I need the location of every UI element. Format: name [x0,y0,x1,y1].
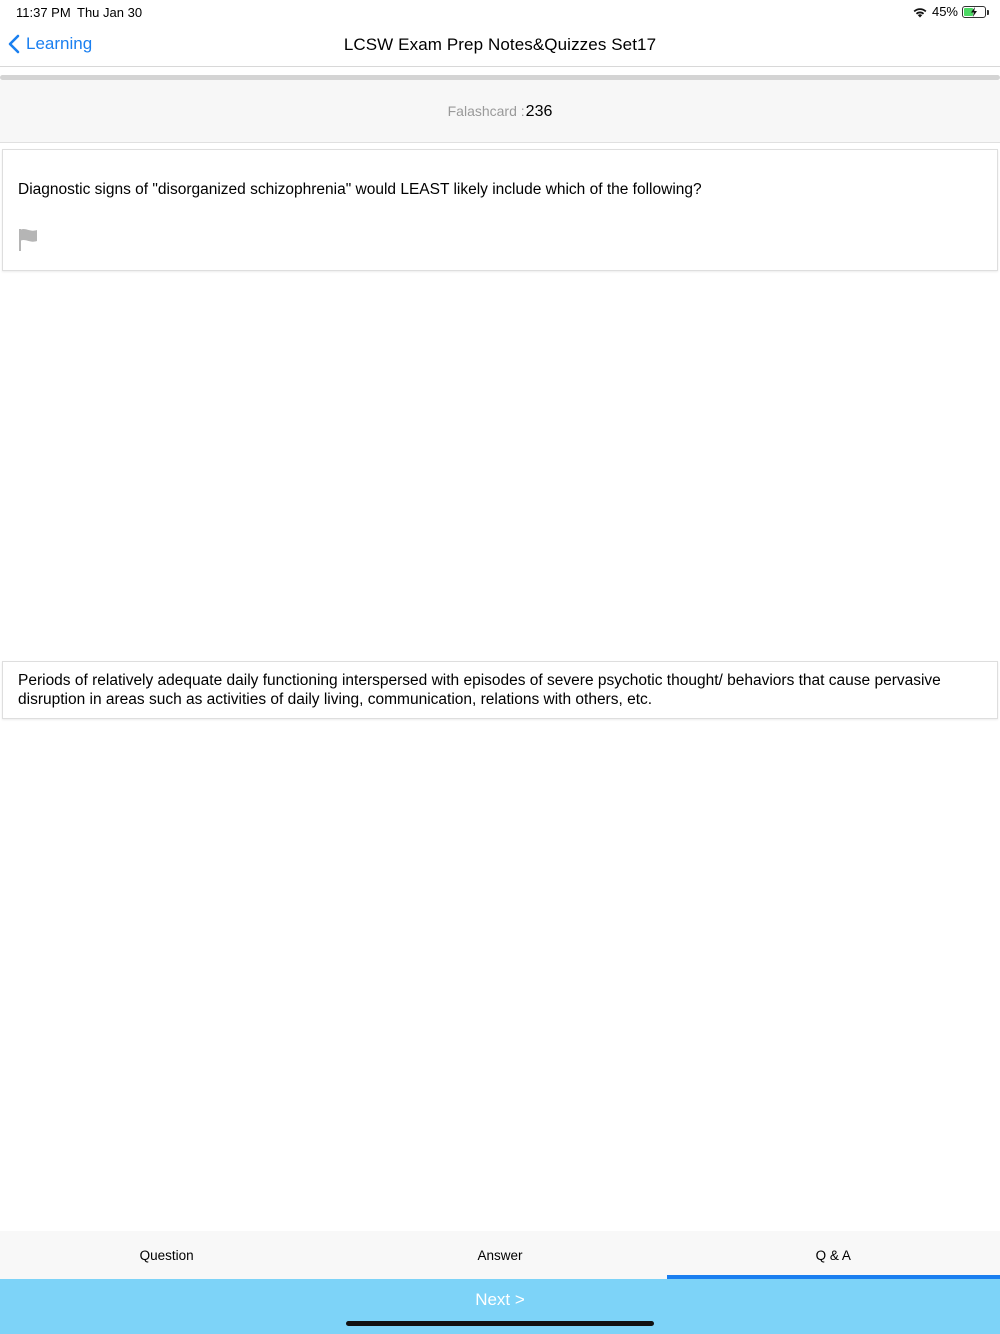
status-date: Thu Jan 30 [77,5,143,20]
flashcard-number: 236 [525,103,553,120]
back-button-label: Learning [26,34,93,53]
charging-bolt-icon [969,7,979,17]
tab-label: Answer [477,1248,523,1263]
home-indicator [346,1321,654,1326]
question-card [2,149,998,271]
tab-question[interactable] [0,1231,333,1279]
flashcard-header [0,80,1000,143]
next-button-label: Next > [475,1290,525,1309]
tab-label: Question [139,1248,194,1263]
navigation-bar [0,24,1000,67]
answer-text: Periods of relatively adequate daily functioning interspersed with episodes of severe psychotic thought/ behaviors that cause pervasive disruption in areas such as activities of daily living, communication, relations with others, etc. [18,672,941,708]
flashcard-label: Falashcard : [447,103,525,119]
wifi-icon [912,6,928,18]
tab-q-and-a[interactable] [667,1231,1000,1279]
tab-answer[interactable] [333,1231,666,1279]
status-time: 11:37 PM [16,5,71,20]
status-indicators [912,4,986,19]
answer-card [2,661,998,719]
battery-icon [962,6,986,18]
flag-icon[interactable] [18,228,40,252]
battery-percent: 45% [931,4,958,19]
status-bar [0,0,1000,24]
tab-label: Q & A [815,1248,851,1263]
page-title: LCSW Exam Prep Notes&Quizzes Set17 [343,35,657,54]
question-text: Diagnostic signs of "disorganized schizophrenia" would LEAST likely include which of the following? [18,181,702,198]
tab-bar [0,1231,1000,1279]
